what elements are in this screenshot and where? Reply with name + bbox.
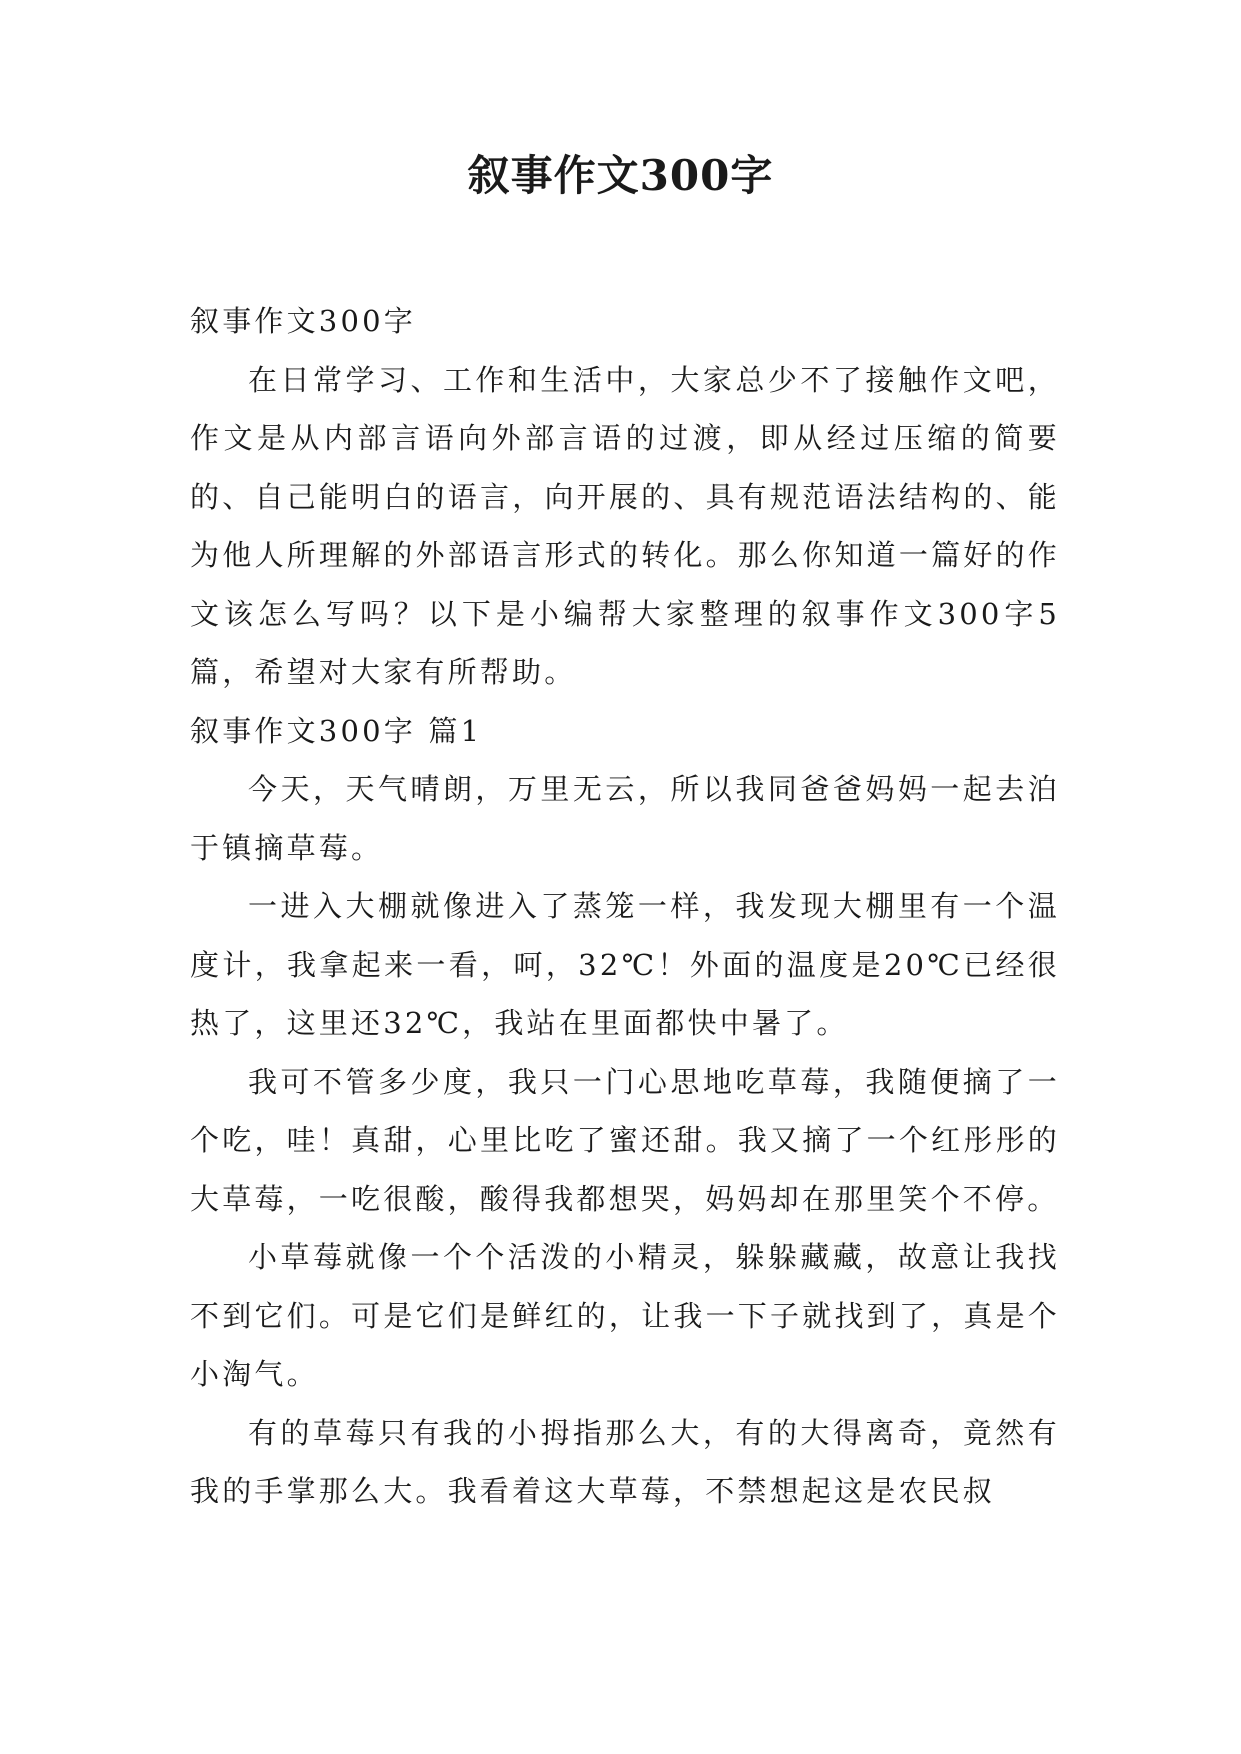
article-heading: 叙事作文300字 (190, 304, 416, 338)
document-title: 叙事作文300字 (467, 151, 774, 200)
intro-paragraph: 在日常学习、工作和生活中，大家总少不了接触作文吧，作文是从内部言语向外部言语的过渡，即从经过压缩的简要的、自己能明白的语言，向开展的、具有规范语法结构的、能为他人所理解的外部语言形式的转化。那么你知道一篇好的作文该怎么写吗？以下是小编帮大家整理的叙事作文300字5篇，希望对大家有所帮助。 (190, 362, 1060, 689)
body-paragraph: 一进入大棚就像进入了蒸笼一样，我发现大棚里有一个温度计，我拿起来一看，呵，32℃！外面的温度是20℃已经很热了，这里还32℃，我站在里面都快中暑了。 (190, 889, 1060, 1040)
body-paragraph: 今天，天气晴朗，万里无云，所以我同爸爸妈妈一起去泊于镇摘草莓。 (190, 772, 1060, 865)
body-paragraph: 小草莓就像一个个活泼的小精灵，躲躲藏藏，故意让我找不到它们。可是它们是鲜红的，让我一下子就找到了，真是个小淘气。 (190, 1240, 1060, 1391)
body-paragraph: 有的草莓只有我的小拇指那么大，有的大得离奇，竟然有我的手掌那么大。我看着这大草莓，不禁想起这是农民叔 (190, 1415, 1060, 1508)
body-paragraph: 我可不管多少度，我只一门心思地吃草莓，我随便摘了一个吃，哇！真甜，心里比吃了蜜还甜。我又摘了一个红彤彤的大草莓，一吃很酸，酸得我都想哭，妈妈却在那里笑个不停。 (190, 1064, 1060, 1216)
section-heading: 叙事作文300字 篇1 (190, 713, 483, 748)
document-body (190, 292, 1060, 1521)
